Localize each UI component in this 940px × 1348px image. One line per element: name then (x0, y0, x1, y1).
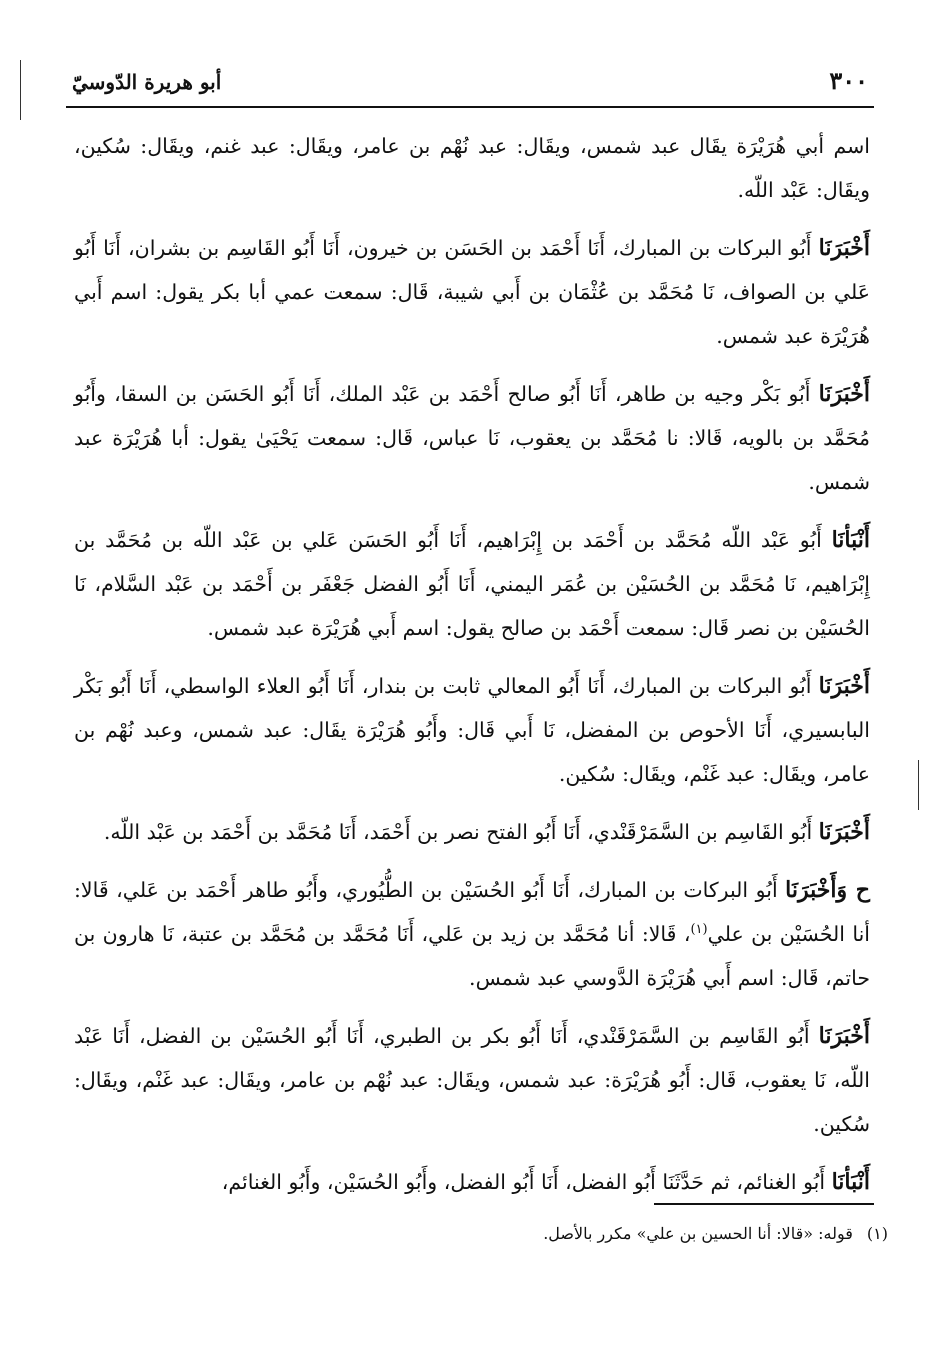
paragraph-text: أَبُو القَاسِم بن السَّمَرْقَنْدي، أَنَا أَبُو الفتح نصر بن أَحْمَد، أَنَا مُحَمَّد بن أَحْمَد بن عَبْد اللّه. (103, 820, 819, 844)
paragraph-text-continued: ، قَالا: أنا مُحَمَّد بن زيد بن عَلي، أَنَا مُحَمَّد بن مُحَمَّد بن عتبة، نَا هارون بن حاتم، قَال: اسم أَبي هُرَيْرَة الدَّوسي عبد شمس. (74, 922, 870, 990)
paragraph-text: أَبُو البركات بن المبارك، أَنَا أَبُو الحُسَيْن بن الطُّيُوري، وأَبُو طاهر أَحْمَد بن عَلي، قَالا: أنا الحُسَيْن بن علي (74, 878, 870, 946)
paragraph (74, 124, 870, 212)
paragraph-text: أَبُو بَكْر وجيه بن طاهر، أَنَا أَبُو صالح أَحْمَد بن عَبْد الملك، أَنَا أَبُو الحَسَن بن السقا، وأَبُو مُحَمَّد بن بالويه، قَالا: نا مُحَمَّد بن يعقوب، نَا عباس، قَال: سمعت يَحْيَىٰ يقول: أبا هُرَيْرَة عبد شمس. (74, 382, 870, 494)
paragraph-text: اسم أبي هُرَيْرَة يقَال عبد شمس، ويقَال: عبد نُهْم بن عامر، ويقَال: عبد غنم، ويقَال: سُكين، ويقَال: عَبْد اللّه. (74, 134, 870, 202)
paragraph-lead: أَخْبَرَنَا (818, 673, 870, 699)
paragraph (74, 372, 870, 504)
paragraph-lead: أَخْبَرَنَا (818, 1023, 870, 1049)
paragraph-lead: أَنْبَأنَا (831, 1169, 870, 1195)
paragraph-lead: أَخْبَرَنَا (818, 235, 870, 261)
paragraph-text: أَبُو عَبْد اللّه مُحَمَّد بن أَحْمَد بن إِبْرَاهيم، أَنَا أَبُو الحَسَن عَلي بن عَبْد اللّه بن مُحَمَّد بن إِبْرَاهيم، نَا مُحَمَّد بن الحُسَيْن بن عُمَر اليمني، أَنَا أَبُو الفضل جَعْفَر بن أَحْمَد بن عَبْد السَّلام، نَا الحُسَيْن بن نصر قَال: سمعت أَحْمَد بن صالح يقول: اسم أَبي هُرَيْرَة عبد شمس. (74, 528, 870, 640)
paragraph-lead: ح وَأَخْبَرَنَا (785, 877, 870, 903)
paragraph-text: أَبُو القَاسِم بن السَّمَرْقَنْدي، أَنَا أَبُو بكر بن الطبري، أَنَا أَبُو الحُسَيْن بن الفضل، أَنَا عَبْد اللّه، نَا يعقوب، قَال: أَبُو هُرَيْرَة: عبد شمس، ويقَال: عبد نُهْم بن عامر، ويقَال: عبد غَنْم، ويقَال: سُكين. (74, 1024, 870, 1136)
running-title: أبو هريرة الدّوسيّ (72, 70, 222, 94)
footnote (88, 1222, 888, 1246)
paragraph (74, 810, 870, 854)
page-number: ٣٠٠ (829, 66, 868, 95)
paragraph (74, 1160, 870, 1204)
footnote-divider (654, 1203, 874, 1205)
paragraph-lead: أَخْبَرَنَا (818, 381, 870, 407)
scan-mark-right (918, 760, 919, 810)
paragraph (74, 664, 870, 796)
footnote-number: (١) (866, 1224, 888, 1243)
paragraph-text: أَبُو البركات بن المبارك، أَنَا أَحْمَد بن الحَسَن بن خيرون، أَنَا أَبُو القَاسِم بن بشران، أَنَا أَبُو عَلي بن الصواف، نَا مُحَمَّد بن عُثْمَان بن أَبي شيبة، قَال: سمعت عمي أبا بكر يقول: اسم أَبي هُرَيْرَة عبد شمس. (74, 236, 870, 348)
footnote-text: قوله: «قالا: أنا الحسين بن علي» مكرر بالأصل. (543, 1224, 853, 1243)
paragraph (74, 1014, 870, 1146)
paragraph-text: أَبُو البركات بن المبارك، أَنَا أَبُو المعالي ثابت بن بندار، أَنَا أَبُو العلاء الواسطي، أَنَا أَبُو بَكْر البابسيري، أَنَا الأحوص بن المفضل، نَا أَبي قَال: وأَبُو هُرَيْرَة يقَال: عبد شمس، وعبد نُهْم بن عامر، ويقَال: عبد غَنْم، ويقَال: سُكين. (74, 674, 870, 786)
page-header (66, 62, 874, 108)
paragraph (74, 226, 870, 358)
paragraph-lead: أَخْبَرَنَا (818, 819, 870, 845)
main-text (74, 124, 870, 1218)
scan-mark-left (20, 60, 21, 120)
paragraph (74, 868, 870, 1000)
paragraph (74, 518, 870, 650)
paragraph-lead: أَنْبَأنَا (831, 527, 870, 553)
footnote-reference[interactable]: (١) (690, 922, 708, 938)
paragraph-text: أَبُو الغنائم، ثم حَدَّثَنَا أَبُو الفضل، أَنَا أَبُو الفضل، وأَبُو الحُسَيْن، وأَبُو الغنائم، (221, 1170, 832, 1194)
